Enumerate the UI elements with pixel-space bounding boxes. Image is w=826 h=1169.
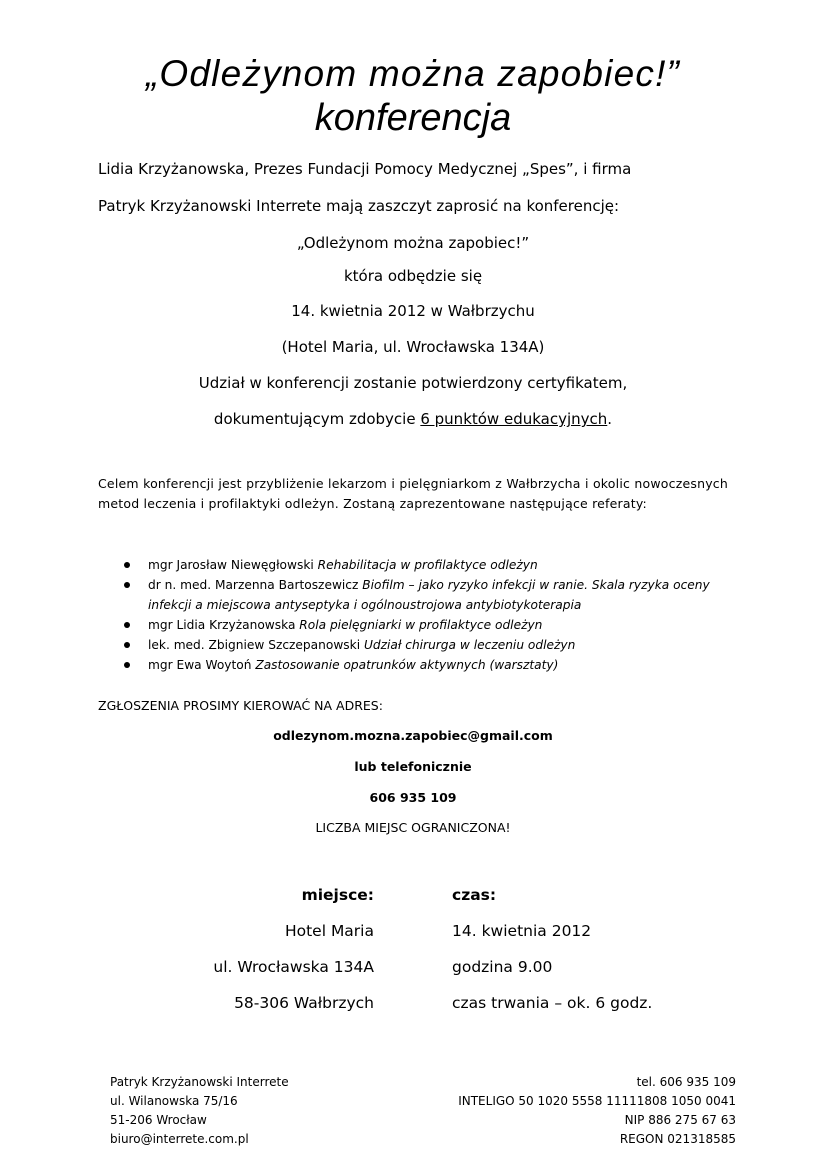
bullet-icon bbox=[124, 642, 130, 648]
bullet-icon bbox=[124, 562, 130, 568]
footer-company-address bbox=[110, 1073, 289, 1149]
talk-speaker: mgr Jarosław Niewęgłowski bbox=[148, 558, 318, 572]
talk-speaker: dr n. med. Marzenna Bartoszewicz bbox=[148, 578, 363, 592]
talk-title: Rola pielęgniarki w profilaktyce odleżyn bbox=[299, 618, 543, 632]
talk-speaker: mgr Ewa Woytoń bbox=[148, 658, 256, 672]
footer-email: biuro@interrete.com.pl bbox=[110, 1132, 249, 1146]
conference-subtitle: konferencja bbox=[314, 97, 512, 139]
registration-or-phone: lub telefonicznie bbox=[354, 759, 472, 774]
place-city: 58-306 Wałbrzych bbox=[234, 994, 374, 1012]
points-prefix: dokumentującym zdobycie bbox=[213, 410, 421, 428]
intro-venue-line: (Hotel Maria, ul. Wrocławska 134A) bbox=[281, 338, 545, 356]
talks-list bbox=[120, 555, 740, 675]
time-duration: czas trwania – ok. 6 godz. bbox=[452, 994, 653, 1012]
intro-line-1: Lidia Krzyżanowska, Prezes Fundacji Pomocy Medycznej „Spes”, i firma bbox=[98, 160, 632, 178]
place-hotel: Hotel Maria bbox=[284, 922, 374, 940]
intro-certificate-line: Udział w konferencji zostanie potwierdzony certyfikatem, bbox=[198, 374, 628, 392]
place-label: miejsce: bbox=[301, 886, 374, 904]
list-item bbox=[120, 575, 740, 615]
registration-email: odlezynom.mozna.zapobiec@gmail.com bbox=[273, 728, 553, 743]
footer-nip: NIP 886 275 67 63 bbox=[624, 1113, 736, 1127]
footer-regon: REGON 021318585 bbox=[619, 1132, 736, 1146]
intro-line-4: która odbędzie się bbox=[343, 267, 483, 285]
talk-speaker: lek. med. Zbigniew Szczepanowski bbox=[148, 638, 364, 652]
intro-date-line: 14. kwietnia 2012 w Wałbrzychu bbox=[291, 302, 535, 320]
talk-title: Udział chirurga w leczeniu odleżyn bbox=[363, 638, 576, 652]
list-item bbox=[120, 555, 740, 575]
footer-bank-account: INTELIGO 50 1020 5558 11111808 1050 0041 bbox=[458, 1094, 736, 1108]
talk-title: Rehabilitacja w profilaktyce odleżyn bbox=[317, 558, 538, 572]
talk-speaker: mgr Lidia Krzyżanowska bbox=[148, 618, 300, 632]
bullet-icon bbox=[124, 582, 130, 588]
intro-line-2: Patryk Krzyżanowski Interrete mają zaszczyt zaprosić na konferencję: bbox=[98, 197, 620, 215]
list-item bbox=[120, 655, 740, 675]
footer-company-name: Patryk Krzyżanowski Interrete bbox=[110, 1075, 289, 1089]
registration-heading: ZGŁOSZENIA PROSIMY KIEROWAĆ NA ADRES: bbox=[98, 698, 383, 713]
list-item bbox=[120, 635, 740, 655]
bullet-icon bbox=[124, 622, 130, 628]
footer-city: 51-206 Wrocław bbox=[110, 1113, 207, 1127]
list-item bbox=[120, 615, 740, 635]
intro-points-line bbox=[0, 409, 826, 429]
time-hour: godzina 9.00 bbox=[452, 958, 553, 976]
place-street: ul. Wrocławska 134A bbox=[213, 958, 374, 976]
footer-street: ul. Wilanowska 75/16 bbox=[110, 1094, 238, 1108]
purpose-paragraph: Celem konferencji jest przybliżenie lekarzom i pielęgniarkom z Wałbrzycha i okolic nowoczesnych metod leczenia i profilaktyki odleżyn. Zostaną zaprezentowane następujące referaty: bbox=[98, 476, 728, 511]
bullet-icon bbox=[124, 662, 130, 668]
time-label: czas: bbox=[452, 886, 497, 904]
registration-phone: 606 935 109 bbox=[369, 790, 457, 805]
time-date: 14. kwietnia 2012 bbox=[452, 922, 592, 940]
conference-title: „Odleżynom można zapobiec!” bbox=[145, 53, 681, 94]
talk-title: Biofilm – jako ryzyko infekcji w ranie. Skala ryzyka oceny infekcji a miejscowa antyseptyka i ogólnoustrojowa antybiotykoterapia bbox=[148, 578, 710, 612]
intro-line-3: „Odleżynom można zapobiec!” bbox=[296, 234, 530, 252]
points-highlight: 6 punktów edukacyjnych bbox=[420, 410, 608, 428]
limited-seats-notice: LICZBA MIEJSC OGRANICZONA! bbox=[315, 820, 511, 835]
points-suffix: . bbox=[607, 410, 613, 428]
talk-title: Zastosowanie opatrunków aktywnych (warsztaty) bbox=[255, 658, 559, 672]
footer-company-details bbox=[458, 1073, 736, 1149]
footer-phone: tel. 606 935 109 bbox=[636, 1075, 736, 1089]
